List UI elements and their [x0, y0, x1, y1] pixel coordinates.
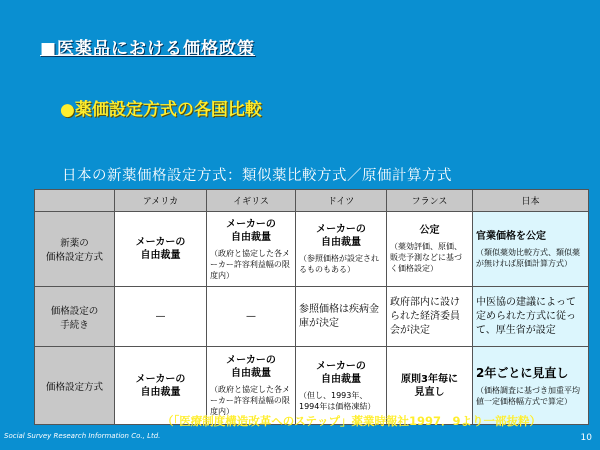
cell-main-text: メーカーの 自由裁量 [316, 360, 366, 385]
cell-note: （薬効評価、原価、販売予測などに基づく価格設定） [390, 242, 462, 273]
cell-main-text: 公定 [419, 225, 440, 236]
header-japan: 日本 [473, 190, 589, 212]
row-label-text: 価格設定方式 [45, 381, 103, 393]
header-row [35, 190, 589, 212]
cell-note: （政府と協定した各メーカー許容利益幅の限度内） [210, 385, 290, 416]
header-france: フランス [387, 190, 473, 212]
cell-note: （参照価格が設定されるものもある） [299, 254, 379, 274]
cell-germany [296, 212, 387, 287]
cell-main-text: メーカーの 自由裁量 [135, 237, 186, 261]
cell-germany [296, 287, 387, 347]
cell-note: （類似薬効比較方式、類似薬が無ければ原価計算方式） [476, 247, 580, 268]
row-label-text: 新薬の 価格設定方式 [45, 238, 103, 263]
cell-main-text: メーカーの 自由裁量 [226, 355, 276, 379]
cell-france [387, 287, 473, 347]
cell-note: （価格調査に基づき加重平均値一定価格幅方式で算定） [476, 386, 580, 406]
page-number: 10 [580, 433, 592, 443]
header-usa: アメリカ [115, 190, 207, 212]
cell-main-text: — [155, 311, 166, 322]
header-corner [35, 190, 115, 212]
comparison-table [34, 189, 589, 425]
cell-note: （但し、1993年、1994年は価格凍結） [299, 390, 376, 411]
table-row [35, 212, 589, 287]
cell-main-text: メーカーの 自由裁量 [316, 224, 366, 248]
cell-main-text: 2年ごとに見直し [476, 366, 569, 380]
row-label [35, 347, 115, 425]
cell-main-text: 政府部内に設けられた経済委員会が決定 [390, 296, 460, 336]
row-label-text: 価格設定の 手続き [50, 305, 99, 331]
header-uk: イギリス [207, 190, 296, 212]
header-germany: ドイツ [296, 190, 387, 212]
source-citation: （「医療制度構造改革へのステップ」薬業時報社1997．9より一部抜粋） [162, 414, 542, 428]
slide-subtitle: ●薬価設定方式の各国比較 [60, 100, 262, 120]
cell-main-text: メーカーの 自由裁量 [226, 218, 276, 243]
slide-title: ■医薬品における価格政策 [40, 39, 256, 59]
cell-japan [473, 287, 589, 347]
cell-main-text: 参照価格は疾病金庫が決定 [299, 303, 379, 329]
cell-usa [115, 287, 207, 347]
cell-usa [115, 212, 207, 287]
row-label [35, 212, 115, 287]
cell-uk [207, 287, 296, 347]
row-label [35, 287, 115, 347]
cell-france [387, 212, 473, 287]
cell-japan [473, 212, 589, 287]
cell-main-text: 官業価格を公定 [476, 230, 546, 242]
table-row [35, 287, 589, 347]
table-caption: 日本の新薬価格設定方式：類似薬比較方式／原価計算方式 [62, 168, 452, 184]
footer-organization: Social Survey Research Information Co., Ltd. [4, 432, 161, 440]
cell-note: （政府と協定した各メーカー許容利益幅の限度内） [210, 248, 290, 280]
cell-uk [207, 212, 296, 287]
cell-main-text: メーカーの 自由裁量 [135, 373, 186, 398]
cell-main-text: 原則3年毎に 見直し [401, 373, 458, 398]
cell-main-text: — [246, 311, 256, 322]
cell-main-text: 中医協の建議によって定められた方式に従って、厚生省が設定 [476, 296, 576, 336]
